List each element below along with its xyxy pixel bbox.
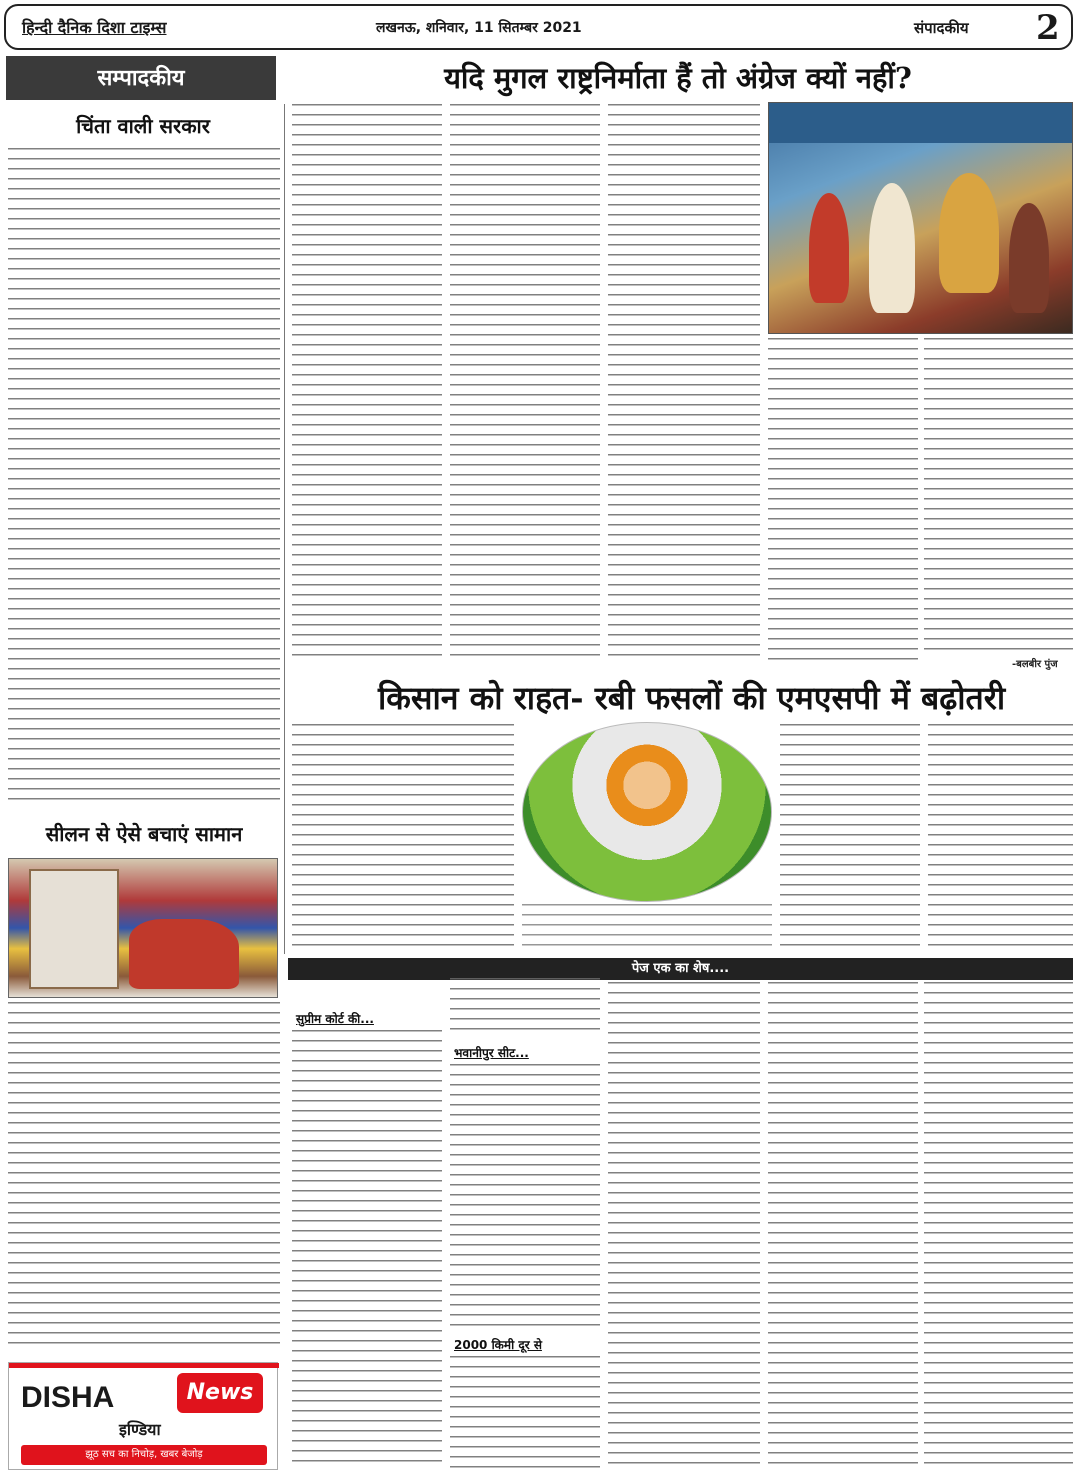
logo-region: इण्डिया — [119, 1420, 161, 1439]
continuation-column-5 — [924, 982, 1073, 1470]
logo-tagline: झूठ सच का निचोड़, खबर बेजोड़ — [21, 1445, 267, 1465]
logo-top-bar — [9, 1363, 279, 1368]
page-number: 2 — [1036, 8, 1060, 48]
painting-sky — [769, 103, 1073, 143]
farm-story-column-3 — [928, 724, 1073, 954]
storage-story-headline: सीलन से ऐसे बचाएं सामान — [45, 822, 243, 846]
logo-news-badge: News — [177, 1373, 263, 1413]
main-story-column-1 — [292, 104, 442, 664]
painting-figure — [939, 173, 999, 293]
painting-figure — [1009, 203, 1049, 313]
clothes-pile — [129, 919, 239, 989]
continuation-heading-1: सुप्रीम कोर्ट की... — [296, 1012, 374, 1026]
farmer-photo — [522, 722, 772, 902]
farm-story-column-1 — [292, 724, 514, 954]
continuation-column-2c — [450, 1356, 600, 1470]
farm-story-caption-text — [522, 904, 772, 954]
painting-figure — [809, 193, 849, 303]
continuation-heading-2: भवानीपुर सीट... — [454, 1046, 529, 1060]
continuation-column-2a — [450, 978, 600, 1038]
main-story-column-4 — [768, 338, 918, 664]
section-name: संपादकीय — [914, 19, 969, 37]
masthead — [4, 4, 1073, 50]
continuation-column-1 — [292, 1030, 442, 1470]
wardrobe-shape — [29, 869, 119, 989]
editorial-banner: सम्पादकीय — [6, 56, 276, 100]
column-divider — [284, 104, 285, 954]
continuation-banner: पेज एक का शेष.... — [288, 958, 1073, 980]
farm-story-headline: किसान को राहत- रबी फसलों की एमएसपी में बढ़ोतरी — [378, 679, 1006, 717]
main-headline: यदि मुगल राष्ट्रनिर्माता हैं तो अंग्रेज क्यों नहीं? — [444, 61, 912, 95]
main-story-column-2 — [450, 104, 600, 664]
storage-story-body — [8, 1002, 280, 1352]
logo-brand: DISHA — [21, 1381, 115, 1414]
main-story-byline: -बलबीर पुंज — [1012, 659, 1058, 670]
continuation-heading-3: 2000 किमी दूर से — [454, 1338, 542, 1352]
main-story-column-3 — [608, 104, 760, 664]
farm-story-column-2 — [780, 724, 920, 954]
mughal-court-painting — [768, 102, 1073, 334]
date-line: लखनऊ, शनिवार, 11 सितम्बर 2021 — [376, 20, 582, 36]
continuation-column-4 — [768, 982, 918, 1470]
cluttered-wardrobe-photo — [8, 858, 278, 998]
main-story-column-5 — [924, 338, 1073, 654]
painting-figure — [869, 183, 915, 313]
disha-news-logo — [8, 1362, 278, 1470]
editorial-body-text — [8, 148, 280, 804]
continuation-column-2b — [450, 1064, 600, 1326]
continuation-column-3 — [608, 982, 760, 1470]
editorial-story-title: चिंता वाली सरकार — [76, 114, 210, 138]
paper-name: हिन्दी दैनिक दिशा टाइम्स — [22, 18, 167, 37]
